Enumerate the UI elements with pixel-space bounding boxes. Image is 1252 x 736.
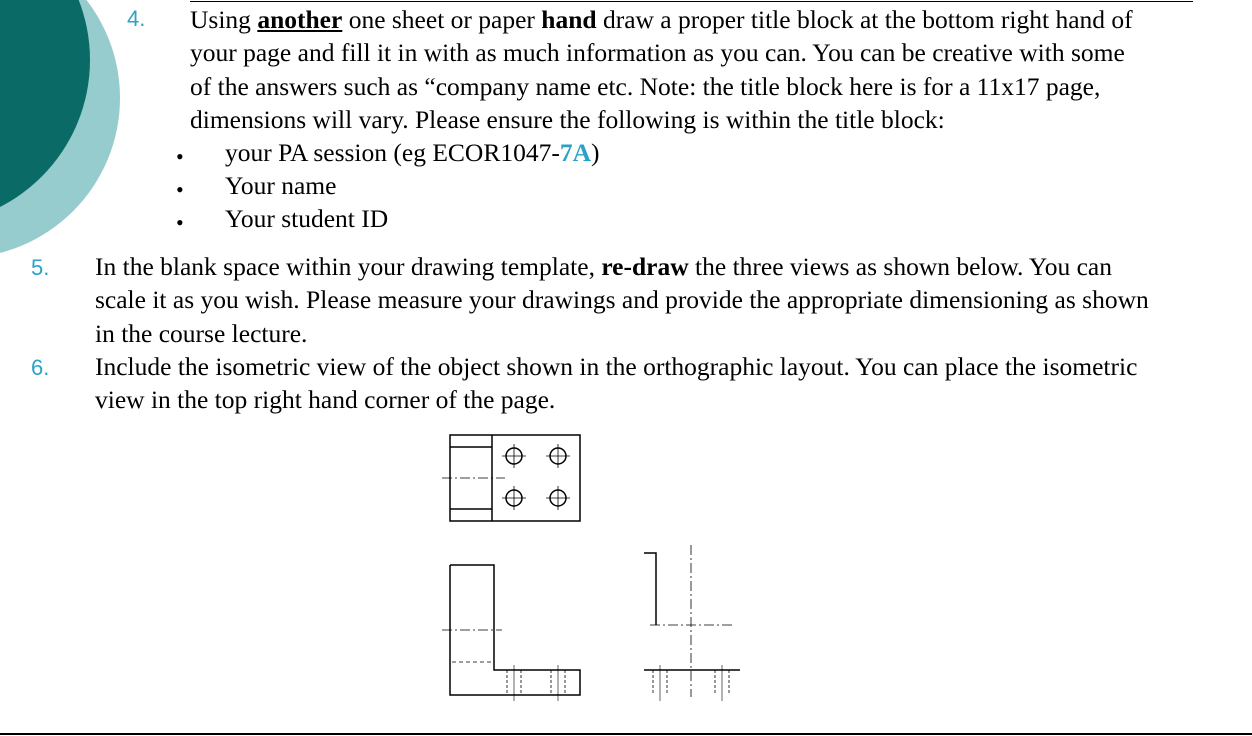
bullet-pa-session: your PA session (eg ECOR1047-7A) — [225, 138, 600, 167]
item-5-line-1: In the blank space within your drawing template, re-draw the three views as shown below. You can — [95, 252, 1112, 281]
hole-icon — [502, 444, 526, 468]
bullet-student-id: Your student ID — [225, 204, 389, 233]
item-6-text — [95, 350, 1137, 417]
orthographic-drawing — [440, 425, 760, 715]
item-4-line-1: Using another one sheet or paper hand draw a proper title block at the bottom right hand of — [190, 5, 1133, 34]
bottom-rule — [0, 733, 1252, 735]
bullet-dot: • — [176, 144, 184, 169]
item-5-line-3: in the course lecture. — [95, 318, 308, 348]
item-6-line-1: Include the isometric view of the object shown in the orthographic layout. You can place the isometric — [95, 352, 1138, 381]
decorative-circles — [0, 0, 130, 290]
item-5-text — [95, 250, 1149, 350]
item-5-line-2: scale it as you wish. Please measure your drawings and provide the appropriate dimensioning as shown — [95, 285, 1149, 315]
item-4-line-2: your page and fill it in with as much information as you can. You can be creative with some — [190, 38, 1125, 68]
top-view — [442, 435, 580, 521]
front-view — [442, 565, 580, 701]
bullet-your-name: Your name — [225, 171, 337, 200]
top-rule — [190, 1, 1193, 2]
item-number-6: 6. — [31, 355, 50, 380]
bullet-dot: • — [176, 210, 184, 235]
bullet-dot: • — [176, 177, 184, 202]
item-number-4: 4. — [127, 6, 146, 31]
hole-icon — [546, 486, 570, 510]
hole-icon — [502, 486, 526, 510]
item-4-line-4: dimensions will vary. Please ensure the following is within the title block: — [190, 104, 945, 134]
item-6-line-2: view in the top right hand corner of the page. — [95, 385, 556, 415]
item-4-text — [190, 3, 1133, 136]
hole-icon — [546, 444, 570, 468]
item-4-line-3: of the answers such as “company name etc. Note: the title block here is for a 11x17 page, — [190, 71, 1101, 101]
item-number-5: 5. — [31, 255, 50, 280]
side-view — [644, 545, 740, 701]
